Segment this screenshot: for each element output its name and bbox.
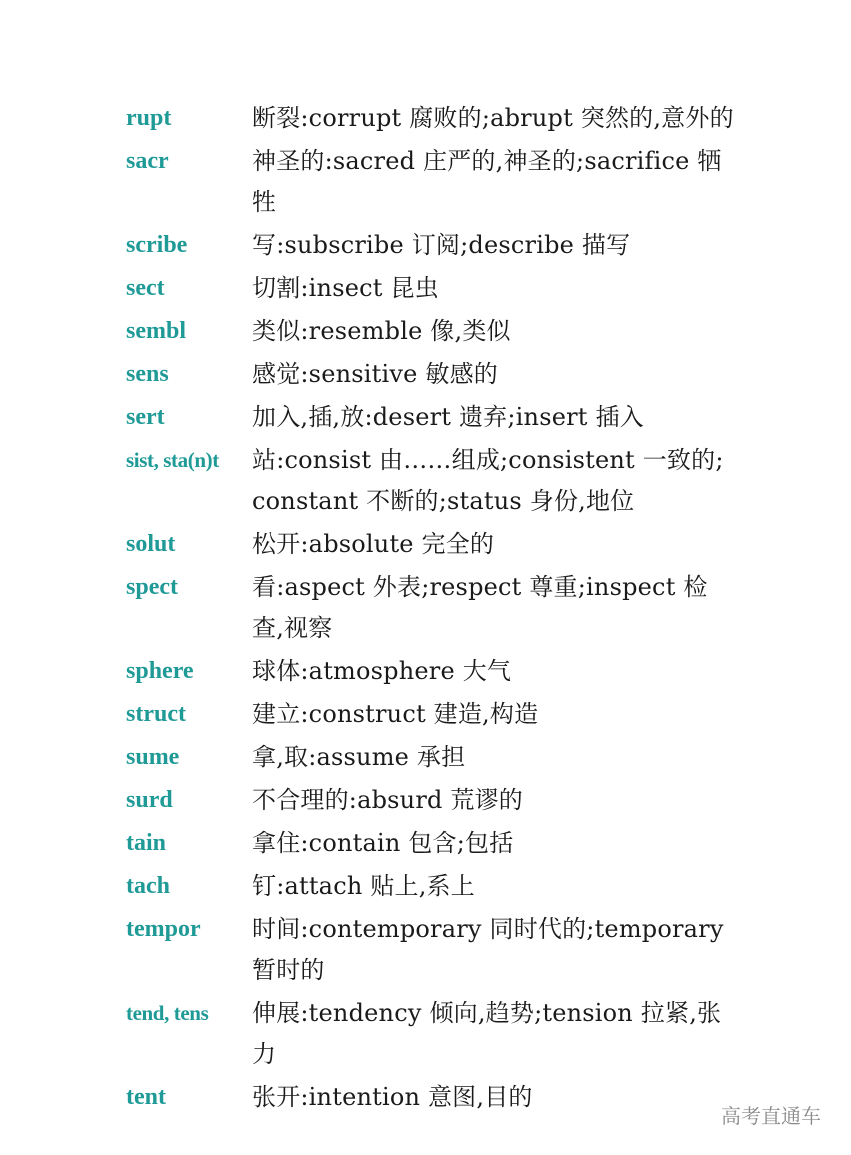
root-definition: 拿,取:assume 承担 (252, 743, 466, 771)
root-term: tend, tens (126, 1001, 209, 1025)
root-definition: 看:aspect 外表;respect 尊重;inspect 检查,视察 (252, 573, 708, 642)
root-term: scribe (126, 232, 188, 258)
root-definition: 时间:contemporary 同时代的;temporary 暂时的 (252, 915, 724, 984)
entry-row (126, 141, 736, 223)
root-definition: 类似:resemble 像,类似 (252, 317, 511, 345)
root-definition: 感觉:sensitive 敏感的 (252, 360, 498, 388)
root-definition: 松开:absolute 完全的 (252, 530, 495, 558)
root-definition: 拿住:contain 包含;包括 (252, 829, 514, 857)
vocabulary-root-list (126, 98, 736, 1120)
entry-row (126, 354, 736, 395)
root-term: tach (126, 873, 170, 899)
root-definition: 不合理的:absurd 荒谬的 (252, 786, 523, 814)
root-term: solut (126, 531, 176, 557)
root-term: sacr (126, 148, 169, 174)
watermark-text: 高考直通车 (721, 1104, 821, 1128)
root-term: sert (126, 404, 165, 430)
entry-row (126, 311, 736, 352)
entry-row (126, 909, 736, 991)
root-term: spect (126, 574, 178, 600)
root-term: tent (126, 1084, 166, 1110)
entry-row (126, 440, 736, 522)
root-term: sembl (126, 318, 186, 344)
root-term: rupt (126, 105, 172, 131)
root-definition: 断裂:corrupt 腐败的;abrupt 突然的,意外的 (252, 104, 734, 132)
root-definition: 切割:insect 昆虫 (252, 274, 439, 302)
root-definition: 球体:atmosphere 大气 (252, 657, 512, 685)
root-definition: 站:consist 由……组成;consistent 一致的;constant 不断的;status 身份,地位 (252, 446, 724, 515)
root-term: sume (126, 744, 180, 770)
root-term: tain (126, 830, 167, 856)
entry-row (126, 651, 736, 692)
entry-row (126, 567, 736, 649)
entry-row (126, 780, 736, 821)
entry-row (126, 268, 736, 309)
entry-row (126, 98, 736, 139)
root-term: surd (126, 787, 173, 813)
entry-row (126, 694, 736, 735)
root-term: sect (126, 275, 165, 301)
entry-row (126, 823, 736, 864)
entry-row (126, 225, 736, 266)
entry-row (126, 524, 736, 565)
root-term: tempor (126, 916, 201, 942)
root-definition: 伸展:tendency 倾向,趋势;tension 拉紧,张力 (252, 999, 722, 1068)
entry-row (126, 397, 736, 438)
root-term: struct (126, 701, 186, 727)
entry-row (126, 993, 736, 1075)
root-definition: 张开:intention 意图,目的 (252, 1083, 533, 1111)
root-definition: 加入,插,放:desert 遗弃;insert 插入 (252, 403, 644, 431)
entry-row (126, 866, 736, 907)
root-definition: 写:subscribe 订阅;describe 描写 (252, 231, 631, 259)
root-definition: 神圣的:sacred 庄严的,神圣的;sacrifice 牺牲 (252, 147, 722, 216)
entry-row (126, 737, 736, 778)
root-term: sphere (126, 658, 194, 684)
entry-row (126, 1077, 736, 1118)
root-definition: 钉:attach 贴上,系上 (252, 872, 475, 900)
root-definition: 建立:construct 建造,构造 (252, 700, 539, 728)
root-term: sist, sta(n)t (126, 448, 219, 472)
root-term: sens (126, 361, 169, 387)
